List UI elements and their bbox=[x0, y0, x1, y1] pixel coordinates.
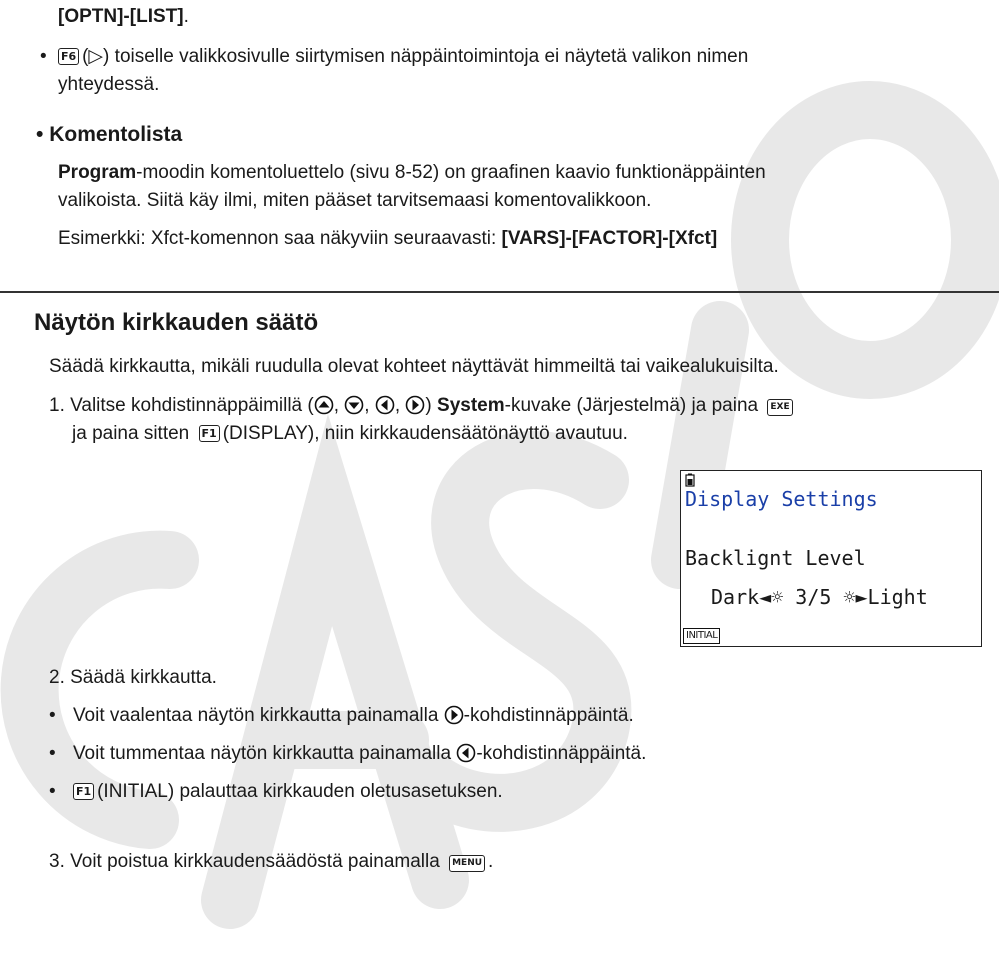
backlight-label: Backlignt Level bbox=[685, 546, 866, 570]
komentolista-heading: • Komentolista bbox=[36, 123, 183, 146]
backlight-level: Dark◄☼ 3/5 ☼►Light bbox=[711, 585, 928, 609]
bullet-darken: • Voit tummentaa näytön kirkkautta painamalla -kohdistinnäppäintä. bbox=[49, 743, 647, 764]
bullet-lighten: • Voit vaalentaa näytön kirkkautta painamalla -kohdistinnäppäintä. bbox=[49, 705, 634, 726]
screen-title: Display Settings bbox=[685, 487, 878, 511]
f1-key-icon: F1 bbox=[199, 425, 220, 442]
cursor-right-icon bbox=[444, 705, 464, 725]
cursor-left-icon bbox=[375, 395, 395, 415]
cursor-up-icon bbox=[314, 395, 334, 415]
section-title: Näytön kirkkauden säätö bbox=[34, 309, 319, 336]
cursor-left-icon bbox=[456, 743, 476, 763]
komentolista-para-line1: Program-moodin komentoluettelo (sivu 8-52) on graafinen kaavio funktionäppäinten bbox=[58, 162, 766, 183]
exe-key-icon: EXE bbox=[767, 399, 792, 416]
section-divider bbox=[0, 291, 999, 293]
step1-line2: ja paina sitten F1 (DISPLAY), niin kirkkaudensäätönäyttö avautuu. bbox=[72, 423, 628, 444]
step2: 2. Säädä kirkkautta. bbox=[49, 667, 217, 688]
battery-icon bbox=[685, 473, 695, 487]
step3: 3. Voit poistua kirkkaudensäädöstä painamalla MENU . bbox=[49, 851, 494, 872]
komentolista-example: Esimerkki: Xfct-komennon saa näkyviin seuraavasti: [VARS]-[FACTOR]-[Xfct] bbox=[58, 228, 718, 249]
f1-key-icon: F1 bbox=[73, 783, 94, 800]
calculator-screen bbox=[680, 470, 982, 647]
step1-line1: 1. Valitse kohdistinnäppäimillä ( , , , ) System-kuvake (Järjestelmä) ja paina EXE bbox=[49, 393, 796, 419]
menu-key-icon: MENU bbox=[449, 855, 485, 872]
intro-text: Säädä kirkkautta, mikäli ruudulla olevat kohteet näyttävät himmeiltä tai vaikealukuisilta. bbox=[49, 356, 779, 377]
bullet-f6: • F6 (▷) toiselle valikkosivulle siirtymisen näppäintoimintoja ei näytetä valikon nimen bbox=[40, 46, 749, 67]
optn-list-keys: [OPTN]-[LIST]. bbox=[58, 6, 189, 27]
initial-softkey[interactable]: INITIAL bbox=[683, 628, 720, 644]
bullet-f6-line2: yhteydessä. bbox=[58, 74, 160, 95]
bullet-initial: • F1 (INITIAL) palauttaa kirkkauden oletusasetuksen. bbox=[49, 781, 503, 802]
cursor-down-icon bbox=[344, 395, 364, 415]
f6-key-icon: F6 bbox=[58, 48, 79, 65]
cursor-right-icon bbox=[405, 395, 425, 415]
komentolista-para-line2: valikoista. Siitä käy ilmi, miten pääset tarvitsemaasi komentovalikkoon. bbox=[58, 190, 652, 211]
